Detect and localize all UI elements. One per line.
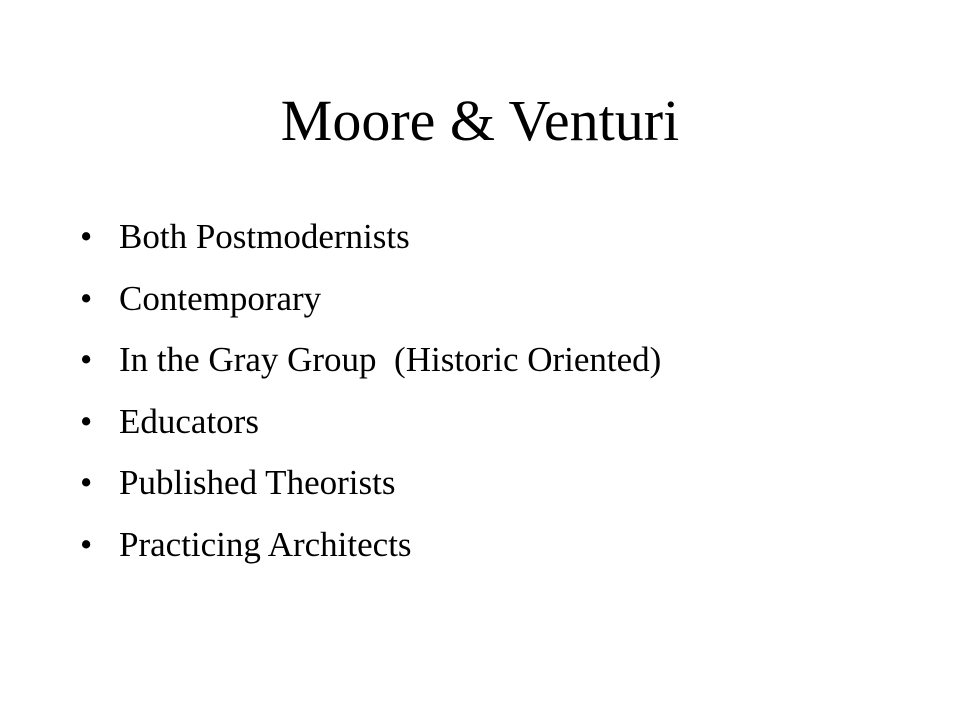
bullet-item xyxy=(80,339,900,401)
bullet-text: In the Gray Group (Historic Oriented) xyxy=(119,340,662,379)
bullet-marker: • xyxy=(80,463,93,502)
slide-title: Moore & Venturi xyxy=(280,88,680,153)
bullet-text: Contemporary xyxy=(119,278,322,318)
bullet-item xyxy=(80,401,900,463)
bullet-list xyxy=(80,216,900,585)
bullet-marker: • xyxy=(80,401,93,441)
bullet-marker: • xyxy=(80,217,93,256)
bullet-marker: • xyxy=(80,278,93,318)
bullet-marker: • xyxy=(80,340,93,379)
bullet-text: Practicing Architects xyxy=(119,524,412,564)
bullet-item xyxy=(80,278,900,340)
bullet-text: Educators xyxy=(119,401,259,441)
bullet-text: Published Theorists xyxy=(119,463,396,502)
bullet-item xyxy=(80,462,900,524)
bullet-text: Both Postmodernists xyxy=(119,217,410,256)
bullet-item xyxy=(80,524,900,586)
bullet-item xyxy=(80,216,900,278)
bullet-marker: • xyxy=(80,524,93,564)
